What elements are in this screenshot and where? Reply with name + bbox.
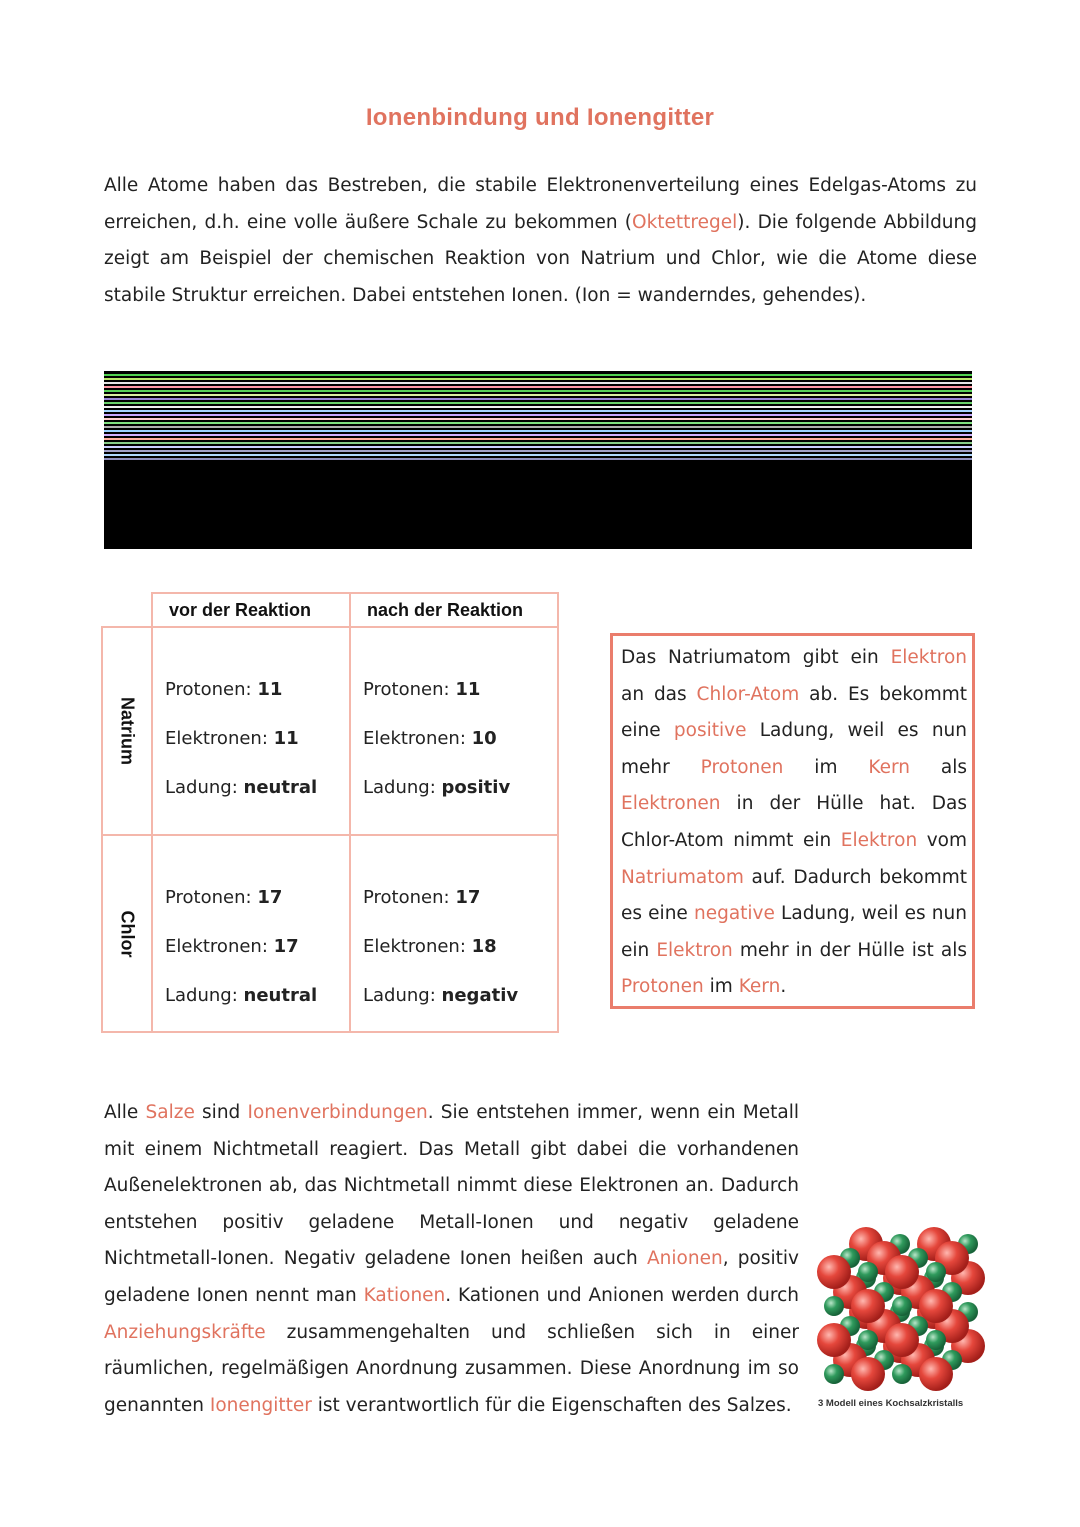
cell-natrium-before xyxy=(152,627,350,835)
keyword: Chlor-Atom xyxy=(696,683,800,705)
table-row xyxy=(102,627,558,835)
text: an das xyxy=(621,683,697,705)
header-after: nach der Reaktion xyxy=(350,593,558,627)
value-protonen: 17 xyxy=(257,887,283,908)
text: in der Hülle hat. Das Chlor-Atom nimmt ein xyxy=(621,793,967,851)
row-label-text: Natrium xyxy=(117,696,138,766)
keyword-anionen: Anionen xyxy=(647,1248,723,1270)
keyword-kationen: Kationen xyxy=(363,1284,446,1306)
value-ladung: neutral xyxy=(243,985,318,1006)
label-protonen: Protonen: xyxy=(165,887,252,908)
crystal-lattice-image xyxy=(814,1224,1000,1400)
cation-sphere xyxy=(824,1296,844,1316)
anion-sphere xyxy=(885,1323,919,1357)
row-label-chlor xyxy=(102,835,152,1032)
keyword: Elektron xyxy=(890,647,967,668)
label-protonen: Protonen: xyxy=(363,679,450,700)
text: Ladung, weil es nun mehr xyxy=(621,720,967,778)
anion-sphere xyxy=(817,1255,851,1289)
cell-natrium-after xyxy=(350,627,558,835)
intro-paragraph xyxy=(104,168,977,314)
text: ist verantwortlich für die Eigenschaften des Salzes. xyxy=(311,1394,792,1416)
text: ab. Es bekommt eine xyxy=(621,683,967,742)
keyword: Protonen xyxy=(621,976,704,998)
text: Ladung, weil es nun ein xyxy=(621,903,967,961)
value-elektronen: 10 xyxy=(471,728,497,749)
figure-caption: 3 Modell eines Kochsalzkristalls xyxy=(818,1398,964,1409)
keyword-oktettregel: Oktettregel xyxy=(632,211,738,233)
keyword-salze: Salze xyxy=(145,1102,195,1123)
comparison-table xyxy=(101,592,559,1033)
intro-text: ). Die folgende Abbildung zeigt am Beispiel der chemischen Reaktion von Natrium und Chlor, wie die Atome diese stabile Struktur erreichen. Dabei entstehen Ionen. (Ion = wanderndes, gehendes). xyxy=(104,211,978,306)
value-protonen: 11 xyxy=(455,679,481,700)
cation-sphere xyxy=(824,1364,844,1384)
value-elektronen: 11 xyxy=(273,728,299,749)
cation-sphere xyxy=(892,1296,912,1316)
keyword: negative xyxy=(693,903,775,925)
label-ladung: Ladung: xyxy=(363,985,436,1006)
anion-sphere xyxy=(885,1255,919,1289)
text: zusammengehalten und schließen sich in einer räumlichen, regelmäßigen Anordnung zusammen. Diese Anordnung im so genannten xyxy=(104,1321,799,1416)
label-elektronen: Elektronen: xyxy=(363,936,466,957)
text: mehr in der Hülle ist als xyxy=(732,939,967,961)
table-header-row xyxy=(102,593,558,627)
cation-sphere xyxy=(926,1330,946,1350)
text: . Sie entstehen immer, wenn ein Metall mit einem Nichtmetall reagiert. Das Metall gibt dabei die vorhandenen Außenelektronen ab, das Nichtmetall nimmt diese Elektronen an. Dadurch entstehen positiv geladene Metall-Ionen und negativ geladene Nichtmetall-Ionen. Negativ geladene Ionen heißen auch xyxy=(104,1102,799,1270)
keyword-ionengitter: Ionengitter xyxy=(209,1394,312,1416)
header-before: vor der Reaktion xyxy=(152,593,350,627)
keyword: Natriumatom xyxy=(621,866,744,888)
explanation-text xyxy=(621,640,967,1006)
text: , positiv geladene Ionen nennt man xyxy=(104,1248,799,1306)
text: im xyxy=(703,976,739,998)
explanation-box xyxy=(610,633,975,1009)
cation-sphere xyxy=(892,1364,912,1384)
value-elektronen: 17 xyxy=(273,936,299,957)
keyword-ionenverbindungen: Ionenverbindungen xyxy=(247,1102,428,1123)
anion-sphere xyxy=(851,1357,885,1391)
keyword: positive xyxy=(673,720,747,742)
table-row xyxy=(102,835,558,1032)
anion-sphere xyxy=(919,1357,953,1391)
label-elektronen: Elektronen: xyxy=(363,728,466,749)
label-protonen: Protonen: xyxy=(165,679,252,700)
row-label-natrium xyxy=(102,627,152,835)
anion-sphere xyxy=(919,1289,953,1323)
text: Alle xyxy=(104,1102,146,1123)
keyword: Elektron xyxy=(656,939,733,961)
value-elektronen: 18 xyxy=(471,936,497,957)
label-ladung: Ladung: xyxy=(165,985,238,1006)
value-ladung: negativ xyxy=(441,985,519,1006)
label-ladung: Ladung: xyxy=(165,777,238,798)
value-protonen: 11 xyxy=(257,679,283,700)
salt-crystal-model xyxy=(814,1224,1000,1420)
label-protonen: Protonen: xyxy=(363,887,450,908)
text: als xyxy=(909,756,967,778)
intro-text: Alle Atome haben das Bestreben, die stabile Elektronenverteilung eines Edelgas-Atoms zu erreichen, d.h. eine volle äußere Schale zu bekommen ( xyxy=(104,175,977,233)
cation-sphere xyxy=(926,1262,946,1282)
label-elektronen: Elektronen: xyxy=(165,936,268,957)
table-corner xyxy=(102,593,152,627)
value-ladung: neutral xyxy=(243,777,318,798)
value-ladung: positiv xyxy=(441,777,511,798)
keyword-anziehungskraefte: Anziehungskräfte xyxy=(104,1321,266,1343)
text: auf. Dadurch bekommt es eine xyxy=(621,866,967,925)
cell-chlor-before xyxy=(152,835,350,1032)
text: . Kationen und Anionen werden durch xyxy=(445,1284,799,1306)
keyword: Elektron xyxy=(840,829,918,851)
keyword: Protonen xyxy=(700,756,784,778)
text: . xyxy=(780,976,787,998)
value-protonen: 17 xyxy=(455,887,481,908)
text: Das Natriumatom gibt ein xyxy=(621,647,891,668)
text: im xyxy=(783,756,869,778)
glitched-image xyxy=(104,371,972,549)
keyword: Elektronen xyxy=(621,793,721,815)
row-label-text: Chlor xyxy=(117,910,138,957)
label-elektronen: Elektronen: xyxy=(165,728,268,749)
reaction-illustration xyxy=(104,371,972,549)
cation-sphere xyxy=(858,1262,878,1282)
keyword: Kern xyxy=(738,976,781,998)
page-title: Ionenbindung und Ionengitter xyxy=(365,104,715,131)
cell-chlor-after xyxy=(350,835,558,1032)
anion-sphere xyxy=(817,1323,851,1357)
label-ladung: Ladung: xyxy=(363,777,436,798)
keyword: Kern xyxy=(868,756,910,778)
cation-sphere xyxy=(858,1330,878,1350)
anion-sphere xyxy=(851,1289,885,1323)
text: sind xyxy=(194,1102,248,1123)
text: vom xyxy=(917,829,967,851)
